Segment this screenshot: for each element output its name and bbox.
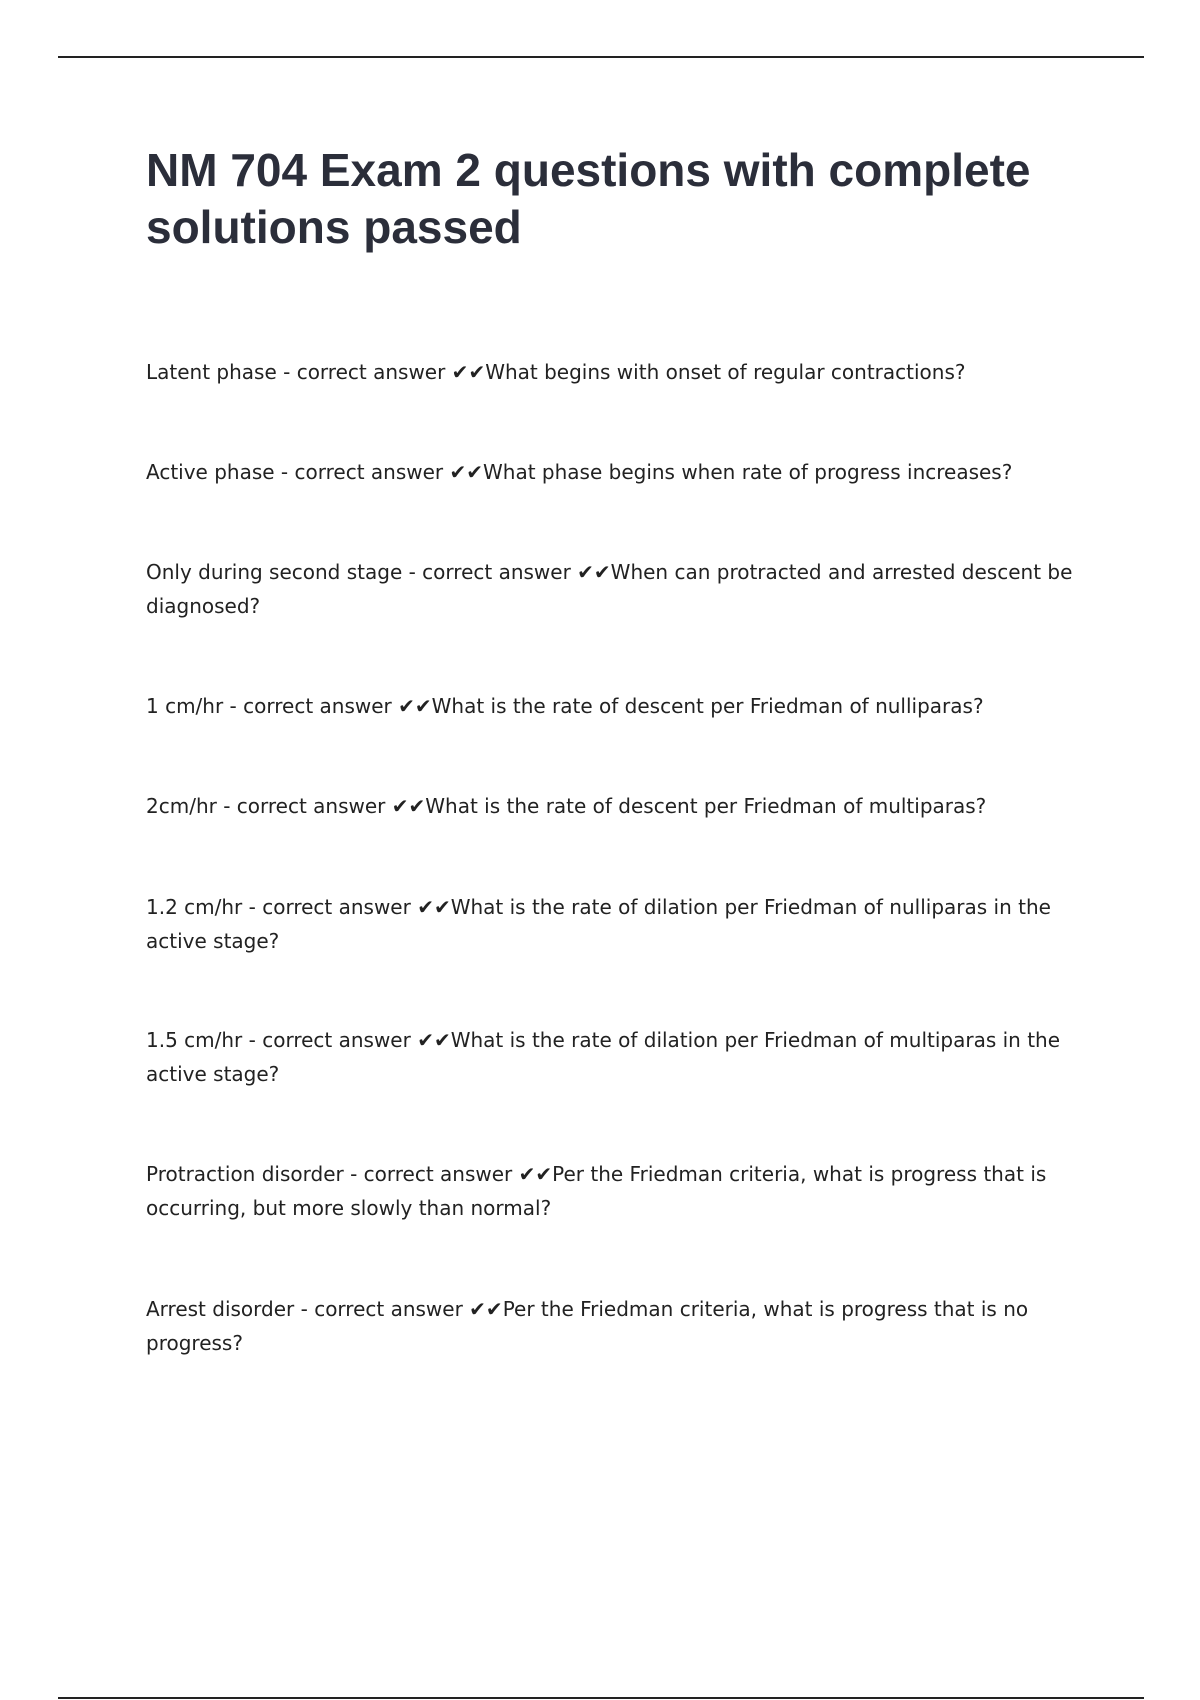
qa-item: 1.2 cm/hr - correct answer ✔✔What is the rate of dilation per Friedman of nulliparas in the active stage? (146, 895, 1051, 953)
bottom-divider (58, 1697, 1144, 1699)
qa-item: Arrest disorder - correct answer ✔✔Per the Friedman criteria, what is progress that is no progress? (146, 1297, 1029, 1355)
qa-item: Active phase - correct answer ✔✔What phase begins when rate of progress increases? (146, 460, 1013, 484)
qa-item: 1.5 cm/hr - correct answer ✔✔What is the rate of dilation per Friedman of multiparas in the active stage? (146, 1028, 1061, 1086)
qa-item: 2cm/hr - correct answer ✔✔What is the rate of descent per Friedman of multiparas? (146, 794, 987, 818)
qa-item: Protraction disorder - correct answer ✔✔Per the Friedman criteria, what is progress that is occurring, but more slowly than normal? (146, 1162, 1047, 1220)
document-title: NM 704 Exam 2 questions with complete solutions passed (146, 144, 1031, 253)
qa-item: Latent phase - correct answer ✔✔What begins with onset of regular contractions? (146, 360, 966, 384)
top-divider (58, 56, 1144, 58)
qa-item: Only during second stage - correct answer ✔✔When can protracted and arrested descent be diagnosed? (146, 560, 1073, 618)
qa-item: 1 cm/hr - correct answer ✔✔What is the rate of descent per Friedman of nulliparas? (146, 694, 984, 718)
